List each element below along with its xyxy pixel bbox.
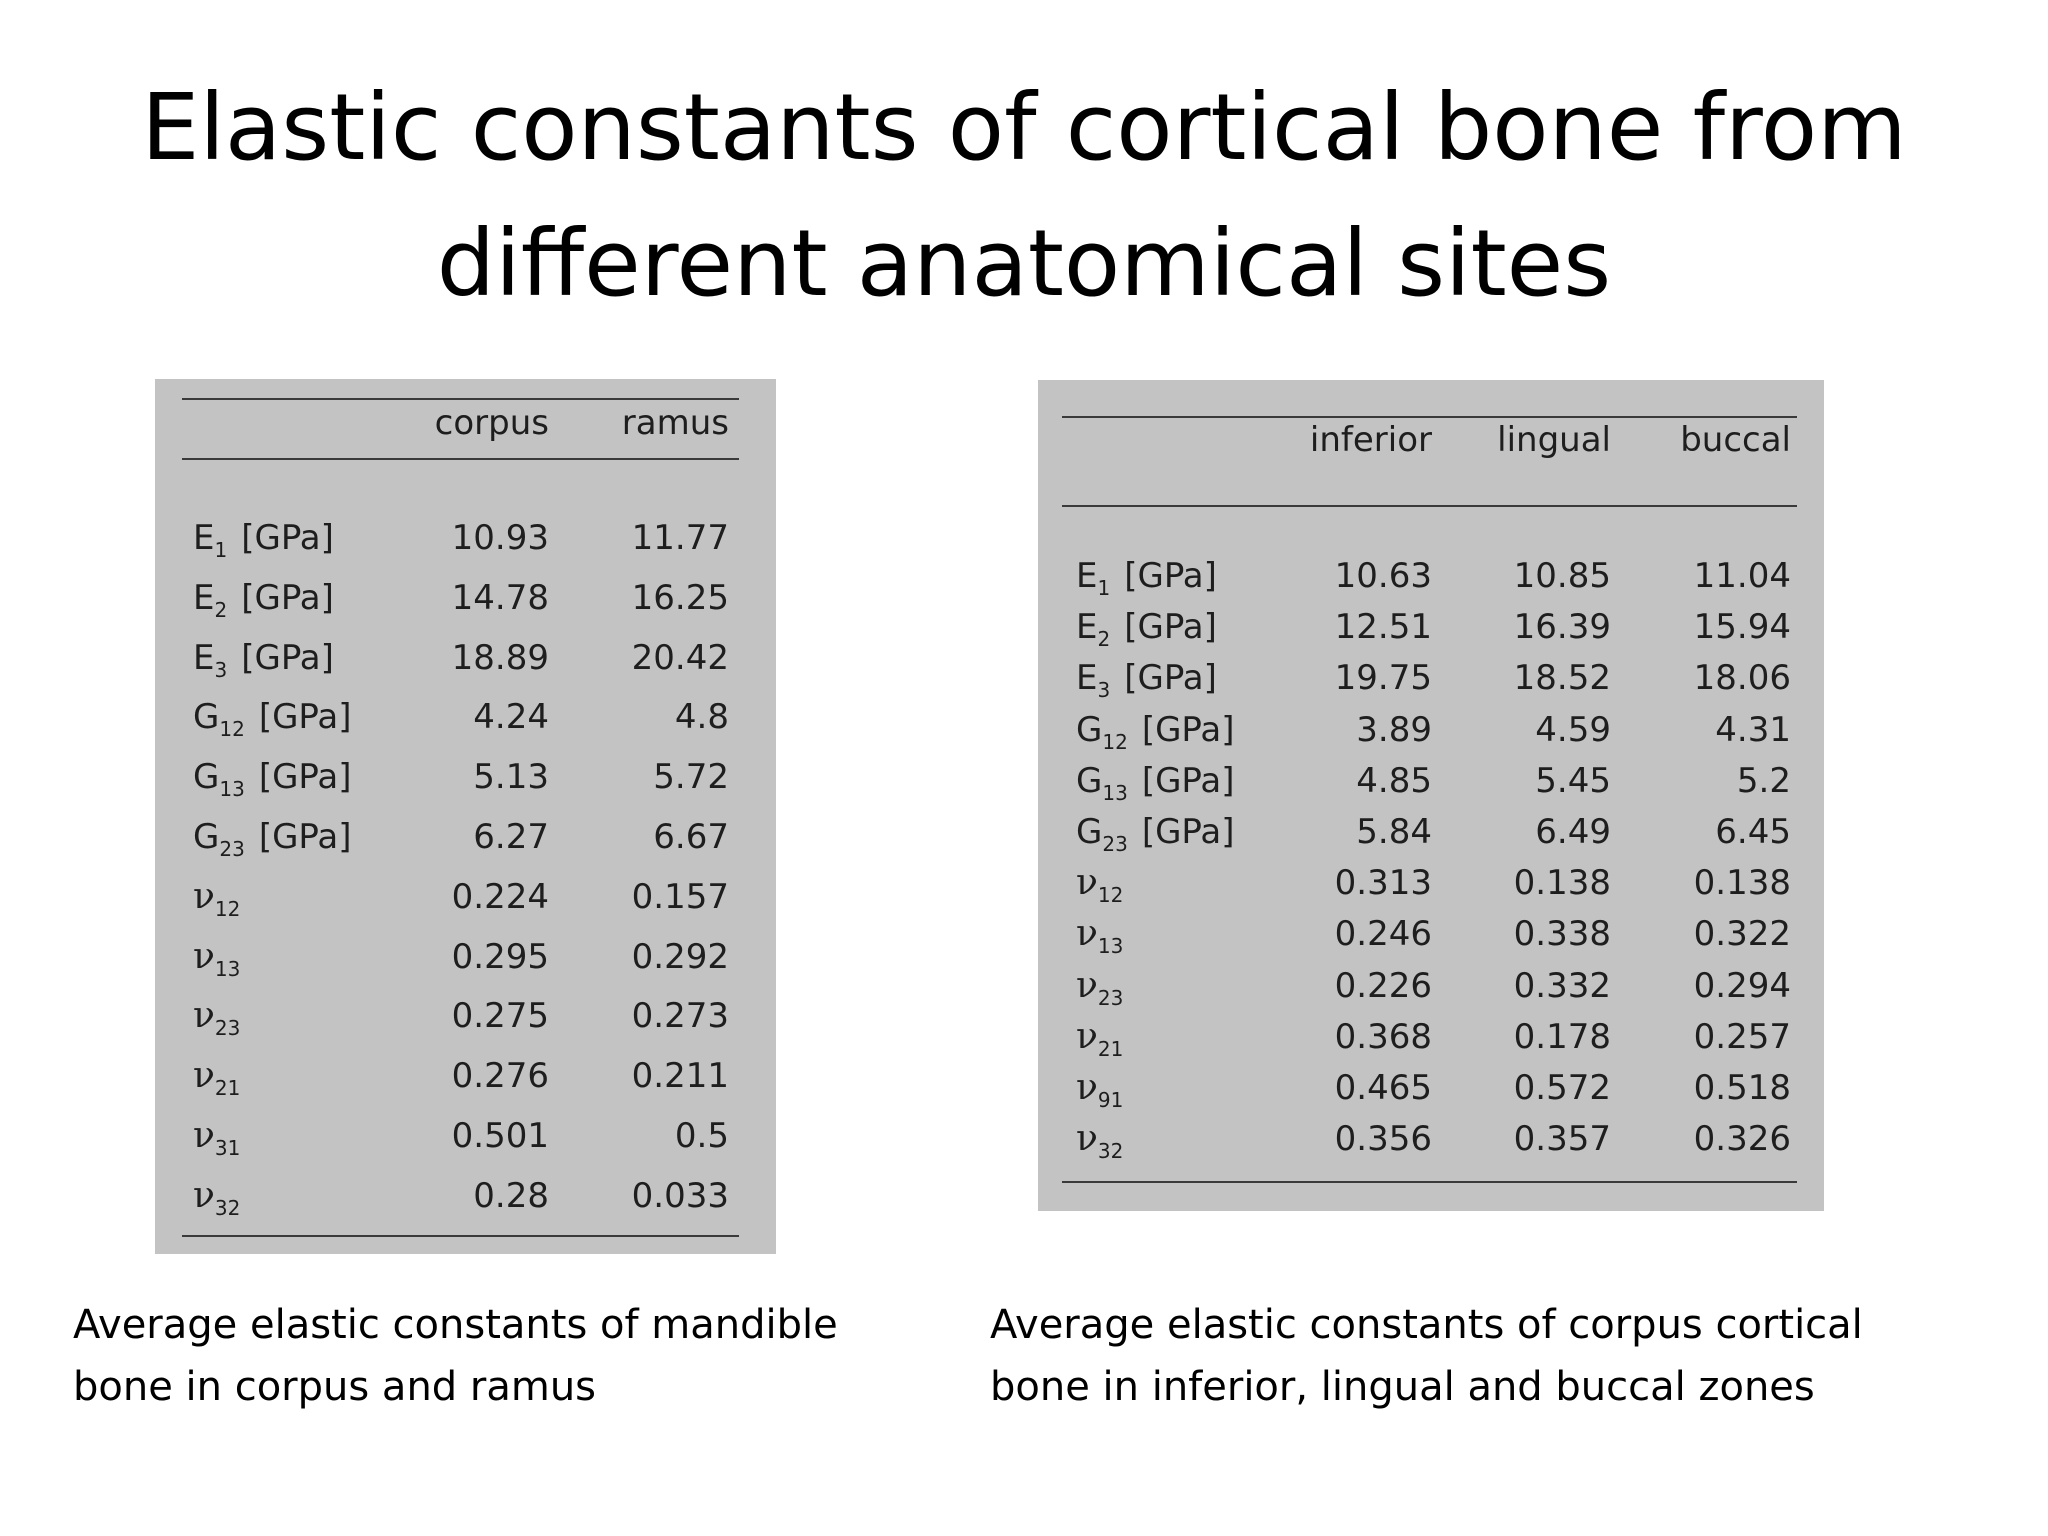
row-subscript: 12 — [214, 897, 241, 921]
table-cell: 0.224 — [451, 877, 549, 917]
table-cell: 0.138 — [1513, 863, 1611, 903]
row-unit: [GPa] — [258, 817, 352, 857]
table-rule — [1062, 505, 1797, 507]
row-label — [1076, 710, 1235, 754]
right-table-caption — [990, 1294, 2000, 1418]
zones-table — [1038, 380, 1824, 1211]
row-label — [193, 518, 334, 562]
table-cell: 0.226 — [1334, 966, 1432, 1006]
table-cell: 18.06 — [1693, 658, 1791, 698]
row-label — [193, 1175, 241, 1220]
row-label — [1076, 1118, 1124, 1163]
row-symbol: G — [1076, 710, 1103, 750]
column-header: inferior — [1309, 420, 1432, 460]
table-cell: 6.27 — [473, 817, 549, 857]
table-cell: 0.138 — [1693, 863, 1791, 903]
row-label — [193, 876, 241, 921]
row-subscript: 13 — [1097, 934, 1124, 958]
table-cell: 11.77 — [631, 518, 729, 558]
row-label — [1076, 607, 1217, 651]
right-caption-line-2: bone in inferior, lingual and buccal zones — [990, 1364, 1815, 1410]
row-subscript: 12 — [1102, 730, 1128, 754]
row-subscript: 12 — [1097, 883, 1124, 907]
table-cell: 0.28 — [473, 1176, 549, 1216]
row-label — [1076, 658, 1217, 702]
row-symbol: ν — [193, 936, 215, 977]
table-cell: 4.8 — [674, 697, 729, 737]
left-table-caption — [73, 1294, 953, 1418]
table-cell: 0.465 — [1334, 1068, 1432, 1108]
row-subscript: 32 — [214, 1196, 241, 1220]
table-cell: 0.294 — [1693, 966, 1791, 1006]
table-cell: 0.326 — [1693, 1119, 1791, 1159]
table-cell: 4.85 — [1356, 761, 1432, 801]
table-cell: 5.84 — [1356, 812, 1432, 852]
row-subscript: 23 — [219, 837, 245, 861]
table-cell: 0.257 — [1693, 1017, 1791, 1057]
row-label — [193, 578, 334, 622]
row-label — [1076, 761, 1235, 805]
table-cell: 0.211 — [631, 1056, 729, 1096]
row-symbol: ν — [193, 876, 215, 917]
row-unit: [GPa] — [1141, 812, 1235, 852]
table-cell: 4.24 — [473, 697, 549, 737]
row-subscript: 13 — [219, 777, 245, 801]
row-subscript: 23 — [214, 1016, 241, 1040]
row-symbol: ν — [1076, 913, 1098, 954]
table-cell: 16.39 — [1513, 607, 1611, 647]
table-cell: 0.246 — [1334, 914, 1432, 954]
table-cell: 6.67 — [653, 817, 729, 857]
row-symbol: G — [193, 757, 220, 797]
row-label — [1076, 1016, 1124, 1061]
row-subscript: 23 — [1102, 832, 1128, 856]
row-subscript: 1 — [1097, 576, 1111, 600]
row-symbol: ν — [1076, 862, 1098, 903]
table-cell: 5.13 — [473, 757, 549, 797]
row-symbol: G — [1076, 761, 1103, 801]
table-rule — [1062, 1181, 1797, 1183]
table-cell: 6.49 — [1535, 812, 1611, 852]
table-rule — [182, 398, 739, 400]
corpus-ramus-table — [155, 379, 776, 1254]
row-unit: [GPa] — [1124, 556, 1217, 596]
table-cell: 0.178 — [1513, 1017, 1611, 1057]
table-cell: 18.89 — [451, 638, 549, 678]
row-symbol: E — [193, 638, 215, 678]
table-cell: 5.2 — [1736, 761, 1791, 801]
table-cell: 11.04 — [1693, 556, 1791, 596]
table-cell: 5.72 — [653, 757, 729, 797]
row-subscript: 2 — [1097, 627, 1111, 651]
row-subscript: 31 — [214, 1136, 241, 1160]
slide-title-line-2: different anatomical sites — [436, 210, 1612, 317]
row-unit: [GPa] — [1124, 607, 1217, 647]
table-cell: 10.85 — [1513, 556, 1611, 596]
slide-title — [0, 60, 2048, 332]
table-cell: 20.42 — [631, 638, 729, 678]
row-subscript: 3 — [214, 658, 228, 682]
row-symbol: G — [193, 697, 220, 737]
row-unit: [GPa] — [241, 578, 334, 618]
row-subscript: 21 — [214, 1076, 241, 1100]
right-caption-line-1: Average elastic constants of corpus cortical — [990, 1302, 1863, 1348]
row-symbol: ν — [1076, 1118, 1098, 1159]
row-symbol: ν — [193, 1055, 215, 1096]
row-label — [1076, 1067, 1124, 1112]
row-subscript: 23 — [1097, 986, 1124, 1010]
table-cell: 4.59 — [1535, 710, 1611, 750]
row-unit: [GPa] — [1124, 658, 1217, 698]
row-label — [1076, 556, 1217, 600]
row-subscript: 1 — [214, 538, 228, 562]
row-symbol: G — [193, 817, 220, 857]
row-subscript: 3 — [1097, 678, 1111, 702]
row-unit: [GPa] — [258, 757, 352, 797]
row-unit: [GPa] — [1141, 710, 1235, 750]
table-cell: 0.338 — [1513, 914, 1611, 954]
row-symbol: ν — [193, 995, 215, 1036]
row-label — [193, 995, 241, 1040]
table-cell: 0.033 — [631, 1176, 729, 1216]
table-cell: 12.51 — [1334, 607, 1432, 647]
column-header: corpus — [434, 403, 549, 443]
table-cell: 0.273 — [631, 996, 729, 1036]
table-cell: 0.572 — [1513, 1068, 1611, 1108]
row-label — [193, 1055, 241, 1100]
table-cell: 0.322 — [1693, 914, 1791, 954]
table-cell: 0.501 — [451, 1116, 549, 1156]
table-cell: 19.75 — [1334, 658, 1432, 698]
column-header: lingual — [1497, 420, 1611, 460]
row-symbol: G — [1076, 812, 1103, 852]
table-cell: 0.368 — [1334, 1017, 1432, 1057]
table-rule — [182, 1235, 739, 1237]
row-label — [1076, 812, 1235, 856]
table-cell: 18.52 — [1513, 658, 1611, 698]
column-header: ramus — [621, 403, 729, 443]
row-label — [193, 936, 241, 981]
row-subscript: 21 — [1097, 1037, 1124, 1061]
table-cell: 10.63 — [1334, 556, 1432, 596]
row-subscript: 91 — [1097, 1088, 1124, 1112]
row-symbol: E — [1076, 556, 1098, 596]
row-symbol: ν — [1076, 1016, 1098, 1057]
table-cell: 0.5 — [674, 1116, 729, 1156]
table-cell: 0.292 — [631, 937, 729, 977]
table-cell: 3.89 — [1356, 710, 1432, 750]
row-unit: [GPa] — [1141, 761, 1235, 801]
left-caption-line-2: bone in corpus and ramus — [73, 1364, 597, 1410]
row-unit: [GPa] — [241, 638, 334, 678]
table-cell: 15.94 — [1693, 607, 1791, 647]
row-label — [1076, 913, 1124, 958]
table-rule — [182, 458, 739, 460]
row-label — [193, 817, 352, 861]
table-cell: 16.25 — [631, 578, 729, 618]
table-rule — [1062, 416, 1797, 418]
row-label — [193, 638, 334, 682]
table-cell: 0.313 — [1334, 863, 1432, 903]
row-symbol: ν — [1076, 965, 1098, 1006]
row-symbol: ν — [193, 1175, 215, 1216]
row-symbol: ν — [1076, 1067, 1098, 1108]
row-label — [193, 757, 352, 801]
table-cell: 14.78 — [451, 578, 549, 618]
row-label — [193, 697, 352, 741]
table-cell: 10.93 — [451, 518, 549, 558]
table-cell: 0.356 — [1334, 1119, 1432, 1159]
row-unit: [GPa] — [241, 518, 334, 558]
row-symbol: E — [1076, 607, 1098, 647]
table-cell: 0.332 — [1513, 966, 1611, 1006]
row-label — [1076, 965, 1124, 1010]
row-label — [193, 1115, 241, 1160]
row-subscript: 2 — [214, 598, 228, 622]
table-cell: 0.357 — [1513, 1119, 1611, 1159]
table-cell: 0.276 — [451, 1056, 549, 1096]
row-symbol: E — [193, 578, 215, 618]
row-symbol: E — [193, 518, 215, 558]
table-cell: 6.45 — [1715, 812, 1791, 852]
row-subscript: 12 — [219, 717, 245, 741]
row-subscript: 32 — [1097, 1139, 1124, 1163]
row-subscript: 13 — [1102, 781, 1128, 805]
column-header: buccal — [1680, 420, 1791, 460]
table-cell: 5.45 — [1535, 761, 1611, 801]
row-unit: [GPa] — [258, 697, 352, 737]
left-caption-line-1: Average elastic constants of mandible — [73, 1302, 838, 1348]
table-cell: 0.518 — [1693, 1068, 1791, 1108]
table-cell: 4.31 — [1715, 710, 1791, 750]
table-cell: 0.275 — [451, 996, 549, 1036]
row-symbol: ν — [193, 1115, 215, 1156]
row-label — [1076, 862, 1124, 907]
row-symbol: E — [1076, 658, 1098, 698]
table-cell: 0.295 — [451, 937, 549, 977]
slide-title-line-1: Elastic constants of cortical bone from — [141, 74, 1907, 181]
table-cell: 0.157 — [631, 877, 729, 917]
row-subscript: 13 — [214, 957, 241, 981]
